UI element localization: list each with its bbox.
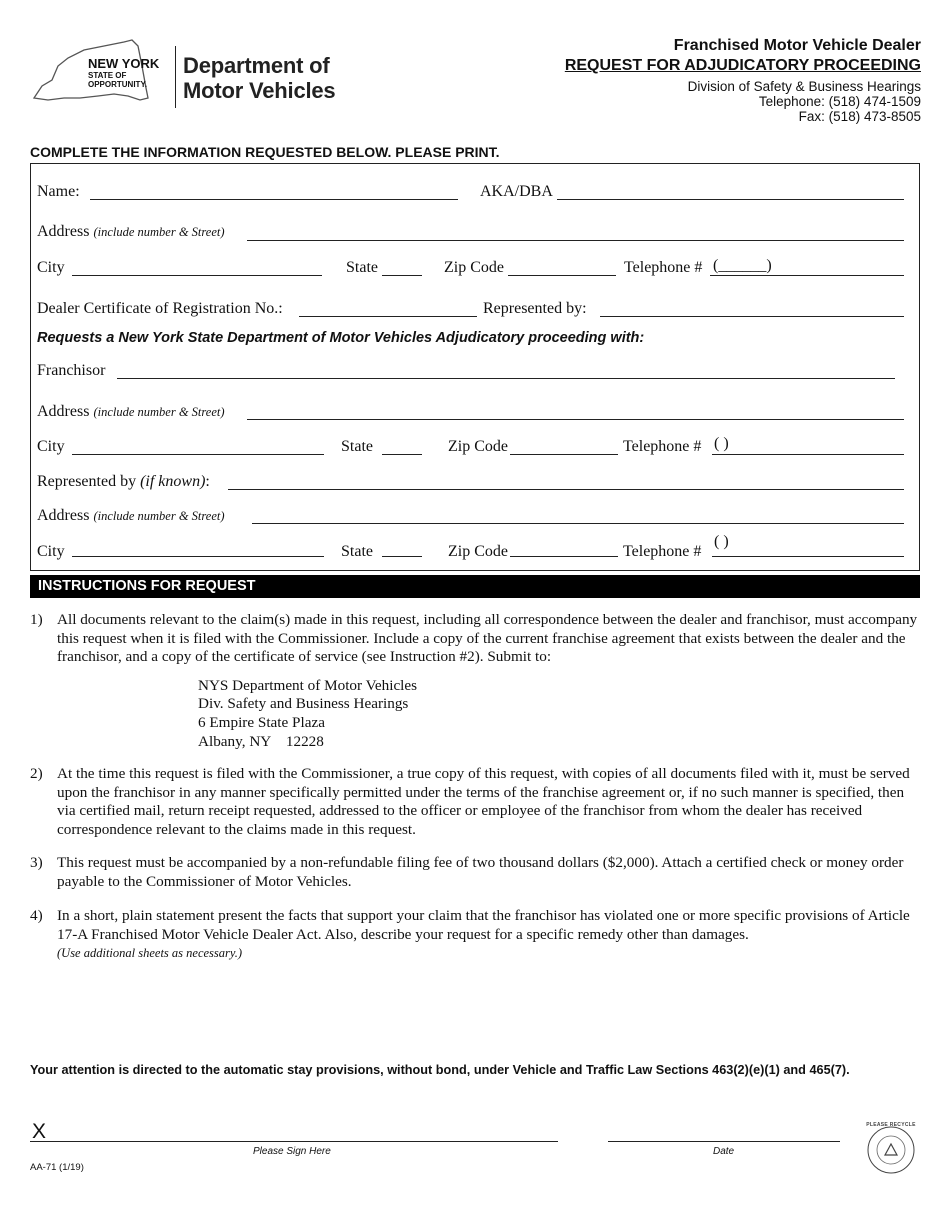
dealer-certificate-field[interactable]	[299, 316, 477, 317]
dealer-state-label: State	[346, 259, 378, 276]
dealer-telephone-area: (______)	[713, 257, 772, 274]
name-label: Name:	[37, 183, 80, 200]
recycle-seal	[866, 1122, 916, 1175]
division-name: Division of Safety & Business Hearings	[687, 79, 921, 94]
dealer-represented-by-label: Represented by:	[483, 300, 587, 317]
signature-label: Please Sign Here	[253, 1146, 331, 1157]
dealer-zip-field[interactable]	[508, 275, 616, 276]
representative-telephone-area: ( )	[714, 533, 729, 550]
franchisor-address-field[interactable]	[247, 419, 904, 420]
form-title-line2: REQUEST FOR ADJUDICATORY PROCEEDING	[564, 57, 921, 74]
department-name-line2: Motor Vehicles	[183, 78, 336, 103]
dealer-state-field[interactable]	[382, 275, 422, 276]
franchisor-telephone-area: ( )	[714, 435, 729, 452]
representative-address-field[interactable]	[252, 523, 904, 524]
representative-city-field[interactable]	[72, 556, 324, 557]
division-telephone: Telephone: (518) 474-1509	[758, 94, 921, 109]
franchisor-city-field[interactable]	[72, 454, 324, 455]
representative-address-label: Address (include number & Street)	[37, 507, 225, 524]
form-number: AA-71 (1/19)	[30, 1162, 84, 1173]
franchisor-state-label: State	[341, 438, 373, 455]
submit-address-line1: NYS Department of Motor Vehicles	[198, 677, 418, 694]
representative-zip-label: Zip Code	[448, 543, 508, 560]
instructions-title: INSTRUCTIONS FOR REQUEST	[38, 578, 256, 594]
automatic-stay-notice: Your attention is directed to the automatic stay provisions, without bond, under Vehicle and Traffic Law Sections 463(2)(e)(1) and 465(7).	[30, 1063, 850, 1077]
representative-state-field[interactable]	[382, 556, 422, 557]
additional-sheets-note: (Use additional sheets as necessary.)	[57, 946, 243, 960]
division-fax: Fax: (518) 473-8505	[798, 109, 921, 124]
dealer-zip-label: Zip Code	[444, 259, 504, 276]
franchisor-state-field[interactable]	[382, 454, 422, 455]
representative-telephone-label: Telephone #	[623, 543, 702, 560]
franchisor-zip-label: Zip Code	[448, 438, 508, 455]
franchisor-telephone-field[interactable]	[712, 454, 904, 455]
recycle-seal-icon	[866, 1125, 916, 1175]
franchisor-city-label: City	[37, 438, 65, 455]
franchisor-field[interactable]	[117, 378, 895, 379]
dealer-address-label: Address (include number & Street)	[37, 223, 225, 240]
franchisor-address-label: Address (include number & Street)	[37, 403, 225, 420]
date-label: Date	[713, 1146, 735, 1157]
instruction-item-2: 2) At the time this request is filed with the Commissioner, a true copy of this request, with copies of all documents filed with it, must be served upon the franchisor in any manner specifically permitted under the terms of the franchise agreement or, if no such manner is specified, then via certified mail, return receipt requested, addressed to the officer or employee of the franchisor from whom the dealer has received correspondence relevant to the claims made in this request.	[30, 765, 910, 838]
instruction-item-1: 1) All documents relevant to the claim(s) made in this request, including all correspondence between the dealer and franchisor, must accompany this request when it is filed with the Commissioner. Include a copy of the current franchise agreement that exists between the dealer and the franchisor, and a copy of the certificate of service (see Instruction #2). Submit to:	[30, 611, 918, 665]
submit-address-line4: Albany, NY 12228	[198, 733, 324, 750]
name-field[interactable]	[90, 199, 458, 200]
new-york-state-map-logo	[28, 36, 168, 112]
representative-telephone-field[interactable]	[712, 556, 904, 557]
franchisor-telephone-label: Telephone #	[623, 438, 702, 455]
aka-dba-label: AKA/DBA	[480, 183, 553, 200]
instruction-item-4: 4) In a short, plain statement present the facts that support your claim that the franchisor has violated one or more specific provisions of Article 17-A Franchised Motor Vehicle Dealer Act. Also, describe your request for a specific remedy other than damages.	[30, 907, 910, 943]
instruction-item-3: 3) This request must be accompanied by a non-refundable filing fee of two thousand dollars ($2,000). Attach a certified check or money order payable to the Commissioner of Motor Vehicles.	[30, 854, 904, 890]
dealer-city-label: City	[37, 259, 65, 276]
representative-city-label: City	[37, 543, 65, 560]
logo-new-york: NEW YORK	[88, 56, 160, 71]
submit-address-line2: Div. Safety and Business Hearings	[198, 695, 409, 712]
recycle-seal-text: PLEASE RECYCLE	[866, 1122, 916, 1128]
franchisor-represented-by-label: Represented by (if known):	[37, 473, 210, 490]
form-title-line1: Franchised Motor Vehicle Dealer	[673, 37, 921, 54]
signature-field[interactable]	[30, 1141, 558, 1142]
submit-address-line3: 6 Empire State Plaza	[198, 714, 325, 731]
dealer-telephone-label: Telephone #	[624, 259, 703, 276]
print-instruction: COMPLETE THE INFORMATION REQUESTED BELOW. PLEASE PRINT.	[30, 144, 500, 160]
logo-opportunity: OPPORTUNITY.	[88, 80, 148, 89]
proceeding-request-heading: Requests a New York State Department of Motor Vehicles Adjudicatory proceeding with:	[37, 330, 645, 346]
logo-divider	[175, 46, 176, 108]
dealer-telephone-field[interactable]	[710, 275, 904, 276]
representative-state-label: State	[341, 543, 373, 560]
franchisor-represented-by-field[interactable]	[228, 489, 904, 490]
logo-state-of: STATE OF	[88, 71, 127, 80]
aka-dba-field[interactable]	[557, 199, 904, 200]
dealer-certificate-label: Dealer Certificate of Registration No.:	[37, 300, 283, 317]
signature-x-mark: X	[32, 1120, 47, 1143]
dealer-city-field[interactable]	[72, 275, 322, 276]
instructions-header-bar	[30, 575, 920, 598]
franchisor-zip-field[interactable]	[510, 454, 618, 455]
franchisor-label: Franchisor	[37, 362, 106, 379]
representative-zip-field[interactable]	[510, 556, 618, 557]
date-field[interactable]	[608, 1141, 840, 1142]
dealer-address-field[interactable]	[247, 240, 904, 241]
department-name-line1: Department of	[183, 53, 330, 78]
dealer-represented-by-field[interactable]	[600, 316, 904, 317]
